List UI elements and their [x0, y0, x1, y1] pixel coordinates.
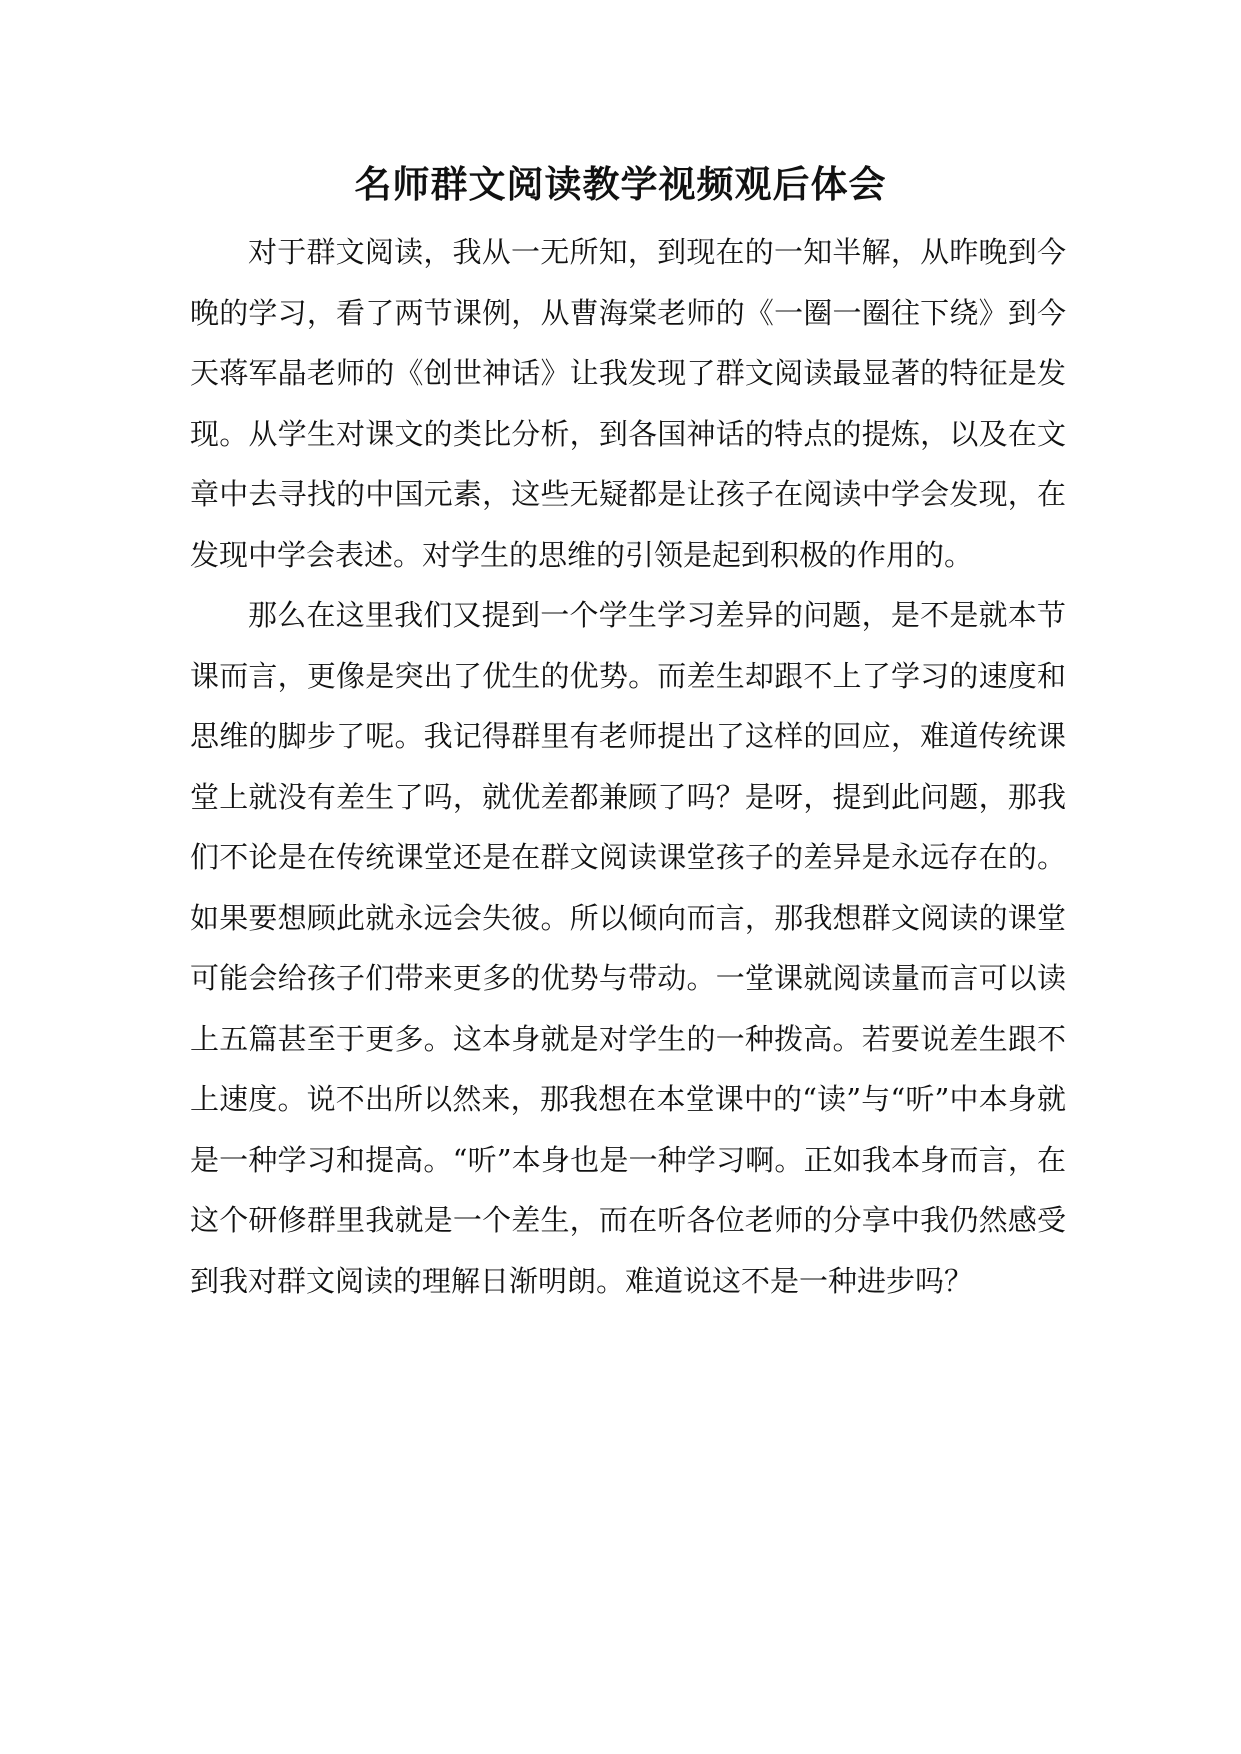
paragraph: 那么在这里我们又提到一个学生学习差异的问题，是不是就本节课而言，更像是突出了优生的优势。而差生却跟不上了学习的速度和思维的脚步了呢。我记得群里有老师提出了这样的回应，难道传统课堂上就没有差生了吗，就优差都兼顾了吗？是呀，提到此问题，那我们不论是在传统课堂还是在群文阅读课堂孩子的差异是永远存在的。如果要想顾此就永远会失彼。所以倾向而言，那我想群文阅读的课堂可能会给孩子们带来更多的优势与带动。一堂课就阅读量而言可以读上五篇甚至于更多。这本身就是对学生的一种拨高。若要说差生跟不上速度。说不出所以然来，那我想在本堂课中的“读”与“听”中本身就是一种学习和提高。“听”本身也是一种学习啊。正如我本身而言，在这个研修群里我就是一个差生，而在听各位老师的分享中我仍然感受到我对群文阅读的理解日渐明朗。难道说这不是一种进步吗？ — [190, 598, 1066, 1298]
document-title: 名师群文阅读教学视频观后体会 — [354, 162, 887, 206]
paragraph: 对于群文阅读，我从一无所知，到现在的一知半解，从昨晚到今晚的学习，看了两节课例，从曹海棠老师的《一圈一圈往下绕》到今天蒋军晶老师的《创世神话》让我发现了群文阅读最显著的特征是发现。从学生对课文的类比分析，到各国神话的特点的提炼，以及在文章中去寻找的中国元素，这些无疑都是让孩子在阅读中学会发现，在发现中学会表述。对学生的思维的引领是起到积极的作用的。 — [190, 235, 1066, 572]
document-body — [190, 222, 1066, 1311]
